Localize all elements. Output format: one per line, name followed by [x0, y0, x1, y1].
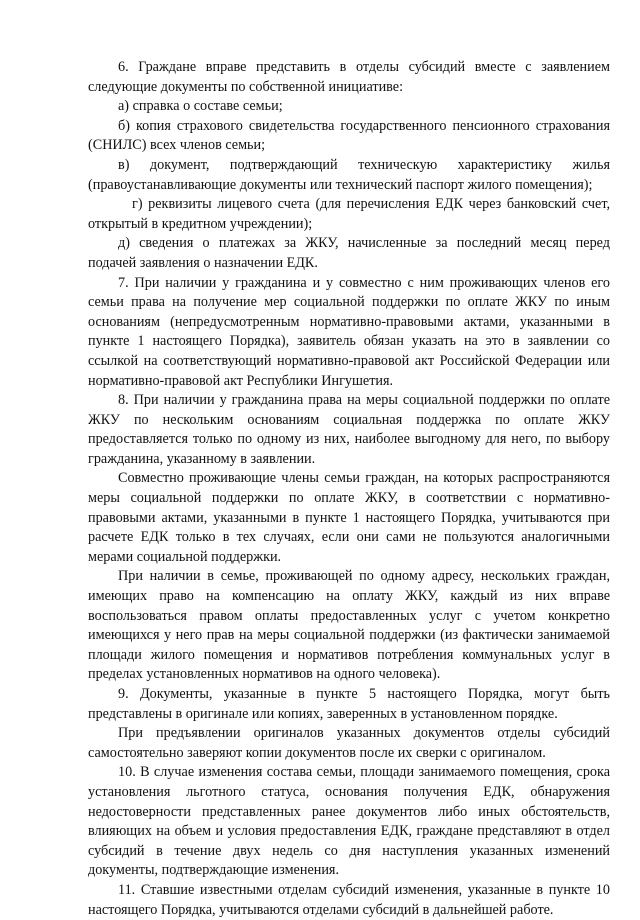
text-line: мерами социальной поддержки. [88, 548, 282, 565]
text-line: а) справка о составе семьи; [118, 98, 283, 115]
text-line: нормативно-правовой акт Республики Ингушетия. [88, 372, 394, 389]
text-line: в) документ, подтверждающий техническую характеристику жилья [118, 156, 610, 173]
text-line: субсидий в течение двух недель со дня наступления указанных изменений [88, 842, 610, 859]
text-line: основаниям (непредусмотренным нормативно-правовыми актами, указанными в [88, 313, 610, 330]
text-line: представлены в оригинале или копиях, заверенных в установленном порядке. [88, 705, 558, 722]
text-line: установления льготного статуса, основания получения ЕДК, обнаружения [88, 783, 610, 800]
text-line: б) копия страхового свидетельства государственного пенсионного страхования [118, 117, 610, 134]
text-line: 7. При наличии у гражданина и у совместно с ним проживающих членов его [118, 274, 610, 291]
text-line: д) сведения о платежах за ЖКУ, начисленные за последний месяц перед [118, 235, 610, 252]
text-line: пределах установленных нормативов на одного человека). [88, 666, 441, 683]
text-line: расчете ЕДК только в тех случаях, если они сами не пользуются аналогичными [88, 529, 610, 546]
text-line: имеющихся у него прав на меры социальной поддержки (из фактически занимаемой [88, 627, 610, 644]
text-line: ссылкой на соответствующий нормативно-правовой акт Российской Федерации или [88, 352, 610, 369]
text-line: подачей заявления о назначении ЕДК. [88, 254, 318, 271]
text-line: предоставляется только по одному из них, наиболее выгодному для него, по выбору [88, 431, 610, 448]
text-line: 8. При наличии у гражданина права на меры социальной поддержки по оплате [118, 392, 610, 409]
text-line: 11. Ставшие известными отделам субсидий изменения, указанные в пункте 10 [118, 881, 610, 898]
text-line: настоящего Порядка, учитываются отделами субсидий в дальнейшей работе. [88, 901, 554, 918]
text-line: г) реквизиты лицевого счета (для перечисления ЕДК через банковский счет, [132, 196, 610, 213]
text-line: влияющих на объем и условия предоставления ЕДК, граждане представляют в отдел [88, 823, 610, 840]
document-body [88, 58, 610, 920]
text-line: ЖКУ по нескольким основаниям социальная поддержка по оплате ЖКУ [88, 411, 610, 428]
text-line: (правоустанавливающие документы или технический паспорт жилого помещения); [88, 176, 593, 193]
text-line: площади жилого помещения и нормативов потребления коммунальных услуг в [88, 646, 610, 663]
text-line: правовыми актами, указанными в пункте 1 настоящего Порядка, учитываются при [88, 509, 610, 526]
text-line: 9. Документы, указанные в пункте 5 настоящего Порядка, могут быть [118, 686, 610, 702]
text-line: пункте 1 настоящего Порядка), заявитель обязан указать на это в заявлении со [88, 333, 610, 350]
text-line: семьи права на получение мер социальной поддержки по оплате ЖКУ по иным [88, 294, 610, 311]
text-line: Совместно проживающие члены семьи граждан, на которых распространяются [118, 470, 610, 487]
text-line: следующие документы по собственной инициативе: [88, 78, 404, 95]
text-line: гражданина, указанному в заявлении. [88, 450, 316, 467]
text-line: имеющих право на компенсацию на оплату ЖКУ, каждый из них вправе [88, 588, 610, 605]
text-line: воспользоваться правом оплаты предоставленных услуг с учетом конкретно [88, 607, 610, 624]
text-line: меры социальной поддержки по оплате ЖКУ, в соответствии с нормативно- [88, 490, 610, 507]
text-line: При наличии в семье, проживающей по одному адресу, нескольких граждан, [118, 568, 610, 585]
text-line: При предъявлении оригиналов указанных документов отделы субсидий [118, 725, 610, 742]
text-line: недостоверности представленных ранее документов либо иных обстоятельств, [88, 803, 610, 820]
text-line: документы, подтверждающие изменения. [88, 862, 340, 879]
text-line: 6. Граждане вправе представить в отделы субсидий вместе с заявлением [118, 59, 610, 75]
text-line: (СНИЛС) всех членов семьи; [88, 137, 266, 154]
text-line: самостоятельно заверяют копии документов после их сверки с оригиналом. [88, 744, 546, 761]
text-line: открытый в кредитном учреждении); [88, 215, 313, 232]
text-line: 10. В случае изменения состава семьи, площади занимаемого помещения, срока [118, 764, 610, 781]
